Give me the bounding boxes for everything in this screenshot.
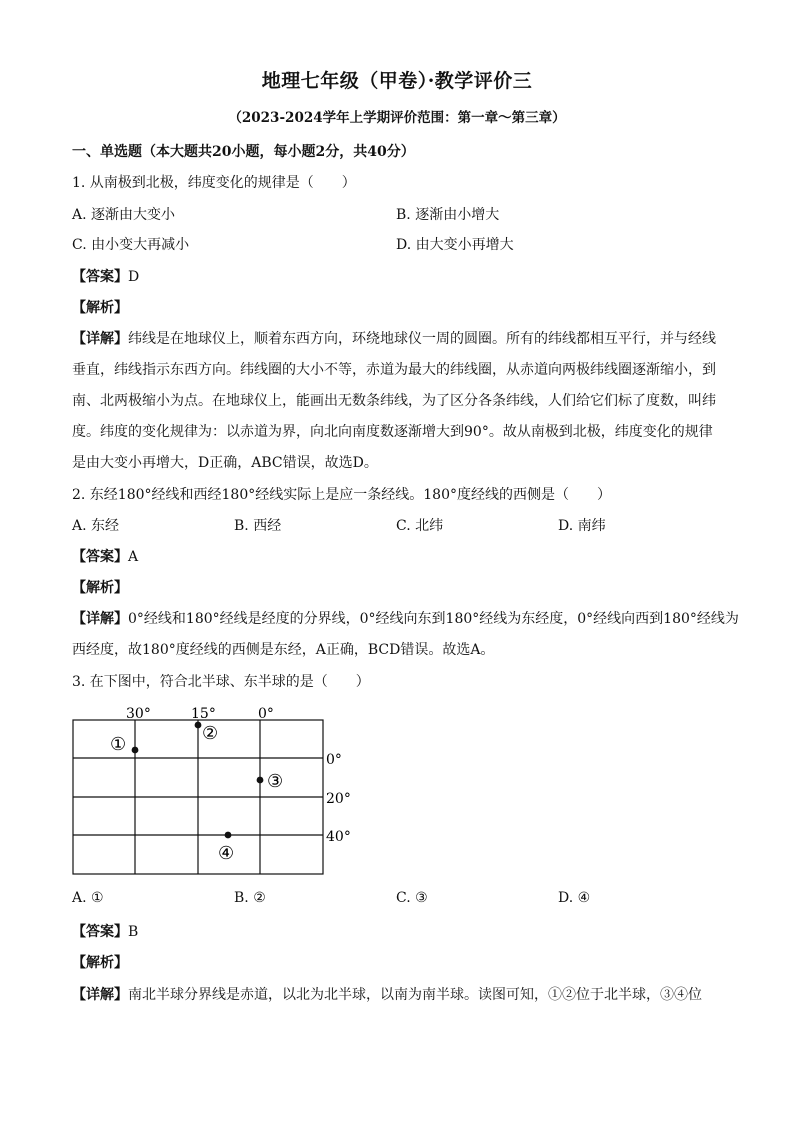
q2-detail-line-1 — [72, 608, 739, 628]
q2-answer: A — [128, 549, 139, 565]
point-1-label: ① — [110, 734, 127, 755]
point-4-label: ④ — [218, 843, 235, 864]
q2-detail-line-2: 西经度，故180°度经线的西侧是东经，A正确，BCD错误。故选A。 — [72, 642, 495, 658]
q2-option-c: C. 北纬 — [396, 518, 444, 534]
point-2-label: ② — [202, 723, 219, 744]
q1-analysis-tag: 【解析】 — [72, 300, 128, 316]
q1-detail-line-5: 是由大变小再增大，D正确，ABC错误，故选D。 — [72, 455, 378, 471]
q1-answer: D — [128, 269, 140, 285]
q3-analysis-tag: 【解析】 — [72, 955, 128, 971]
lon-label-0: 0° — [258, 706, 274, 722]
q1-detail-text-1: 纬线是在地球仪上，顺着东西方向，环绕地球仪一周的圆圈。所有的纬线都相互平行，并与经线 — [128, 331, 716, 347]
point-4-dot — [225, 832, 232, 839]
q3-detail-tag: 【详解】 — [72, 987, 128, 1003]
q1-stem: 1. 从南极到北极，纬度变化的规律是（ ） — [72, 175, 356, 191]
document-subtitle: （2023-2024学年上学期评价范围：第一章～第三章） — [228, 110, 566, 126]
q2-option-a: A. 东经 — [72, 518, 120, 534]
lat-label-0: 0° — [326, 752, 342, 768]
point-1-dot — [132, 747, 139, 754]
q3-grid-figure — [60, 698, 370, 884]
point-2-dot — [195, 722, 202, 729]
q3-detail-line-1 — [72, 984, 702, 1004]
q3-answer-line — [72, 921, 138, 941]
q1-detail-line-3: 南、北两极缩小为点。在地球仪上，能画出无数条纬线，为了区分各条纬线，人们给它们标了度数，叫纬 — [72, 393, 716, 409]
point-3-dot — [257, 777, 264, 784]
q1-option-d: D. 由大变小再增大 — [396, 237, 514, 253]
q1-detail-line-1 — [72, 328, 716, 348]
q1-option-b: B. 逐渐由小增大 — [396, 207, 500, 223]
lon-label-30: 30° — [126, 706, 151, 722]
q1-answer-tag: 【答案】 — [72, 269, 128, 285]
lat-label-20: 20° — [326, 791, 351, 807]
section-heading: 一、单选题（本大题共20小题，每小题2分，共40分） — [72, 144, 415, 160]
lon-label-15: 15° — [191, 706, 216, 722]
q2-answer-tag: 【答案】 — [72, 549, 128, 565]
q1-answer-line — [72, 266, 139, 286]
point-3-label: ③ — [267, 771, 284, 792]
q1-detail-line-4: 度。纬度的变化规律为：以赤道为界，向北向南度数逐渐增大到90°。故从南极到北极，纬度变化的规律 — [72, 424, 713, 440]
q3-stem: 3. 在下图中，符合北半球、东半球的是（ ） — [72, 674, 370, 690]
q2-detail-text-1: 0°经线和180°经线是经度的分界线，0°经线向东到180°经线为东经度，0°经线向西到180°经线为 — [128, 611, 739, 627]
q2-stem: 2. 东经180°经线和西经180°经线实际上是应一条经线。180°度经线的西侧是（ ） — [72, 487, 611, 503]
q1-detail-line-2: 垂直，纬线指示东西方向。纬线圈的大小不等，赤道为最大的纬线圈，从赤道向两极纬线圈逐渐缩小，到 — [72, 362, 716, 378]
q1-option-c: C. 由小变大再减小 — [72, 237, 190, 253]
q3-option-b: B. ② — [234, 890, 266, 906]
document-title: 地理七年级（甲卷）·教学评价三 — [261, 70, 533, 92]
q3-answer: B — [128, 924, 139, 940]
q2-analysis-tag: 【解析】 — [72, 580, 128, 596]
q1-detail-tag: 【详解】 — [72, 331, 128, 347]
q3-answer-tag: 【答案】 — [72, 924, 128, 940]
q2-answer-line — [72, 546, 138, 566]
q1-option-a: A. 逐渐由大变小 — [72, 207, 176, 223]
q2-option-d: D. 南纬 — [558, 518, 606, 534]
q3-detail-text-1: 南北半球分界线是赤道，以北为北半球，以南为南半球。读图可知，①②位于北半球，③④位 — [128, 987, 702, 1003]
q3-option-c: C. ③ — [396, 890, 428, 906]
q2-detail-tag: 【详解】 — [72, 611, 128, 627]
q2-option-b: B. 西经 — [234, 518, 282, 534]
q3-option-d: D. ④ — [558, 890, 591, 906]
lat-label-40: 40° — [326, 829, 351, 845]
q3-option-a: A. ① — [72, 890, 104, 906]
